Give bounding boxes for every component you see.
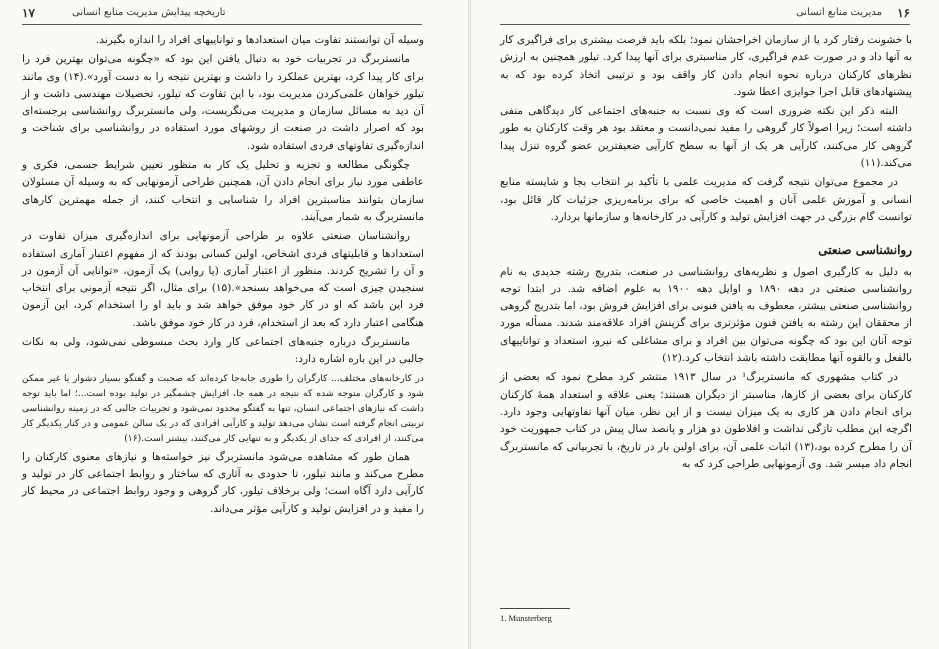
footnote bbox=[500, 608, 912, 623]
running-head-title: تاریخچه پیدایش مدیریت منابع انسانی bbox=[72, 7, 226, 18]
paragraph: در مجموع می‌توان نتیجه گرفت که مدیریت علمی با تأکید بر انتخاب بجا و شایسته منابع انسانی و آموزش علمی آنان و اهمیت خاصی که برای برنامه‌ریزی جزئیات کار قائل بود، توانست گام بزرگی در جهت افزایش تولید و کارآیی در کارخانه‌ها و سازمانها بردارد. bbox=[500, 176, 912, 223]
running-head-title: مدیریت منابع انسانی bbox=[795, 7, 882, 18]
page-body bbox=[500, 32, 912, 475]
paragraph: همان طور که مشاهده می‌شود مانستربرگ نیز خواسته‌ها و نیازهای معنوی کارکنان را مطرح می‌کند و مانند تیلور، تا حدودی به آثاری که ساختار و روابط اجتماعی کار در تولید و کارآیی دارد آگاه است؛ ولی برخلاف تیلور، کار گروهی و وجود روابط اجتماعی در محیط کار را مفید و در افزایش تولید و کارآیی مؤثر می‌داند. bbox=[22, 450, 424, 515]
paragraph: چگونگی مطالعه و تجزیه و تحلیل یک کار به منظور تعیین شرایط جسمی، فکری و عاطفی مورد نیاز برای انجام دادن آن، همچنین طراحی آزمونهایی که به وسیله آن مسئولان سازمان بتوانند مناسبترین افراد را شناسایی و انتخاب کنند، از جمله مهمترین کارهای مانستربرگ به شمار می‌آیند. bbox=[22, 159, 424, 223]
paragraph: در کتاب مشهوری که مانستربرگ¹ در سال ۱۹۱۳ منتشر کرد مطرح نمود که بعضی از کارکنان برای بعضی از کارها، مناسبتر از دیگران هستند؛ یعنی علاقه و استعداد همهٔ کارکنان برای انجام دادن هر کاری به یک میزان نیست و از این نظر، میان آنها تفاوتهایی وجود دارد. اگرچه این مطلب تازگی نداشت و افلاطون دو هزار و پانصد سال پیش در کتاب جمهوریت خود آن را مطرح کرده بود،(۱۳) اثبات علمی آن، برای اولین بار در تاریخ، با تجربیاتی که مانستربرگ انجام داد میسر شد. وی آزمونهایی طراحی کرد که به bbox=[500, 371, 912, 470]
paragraph: به دلیل به کارگیری اصول و نظریه‌های روانشناسی در صنعت، بتدریج رشته جدیدی به نام روانشناسی صنعتی در دهه ۱۸۹۰ و اوایل دهه ۱۹۰۰ به علوم اضافه شد. در ابتدا توجه روانشناسی صنعتی بیشتر، معطوف به یافتن فنونی برای افزایش فروش بود، اما بتدریج گروهی از محققان این رشته به یافتن فنون مؤثرتری برای گزینش افراد علاقه‌مند شدند. مسأله مورد توجه آنان این بود که چگونه می‌توان بین افراد و برای مشاغلی که نیرو، استعداد و تواناییهای بالفعل و بالقوه آنها مطابقت داشته باشد انتخاب کرد.(۱۲) bbox=[500, 265, 913, 365]
block-quote: در کارخانه‌های مختلف... کارگران را طوری جابه‌جا کرده‌اند که صحبت و گفتگو بسیار دشوار یا غیر ممکن شود و کارگران متوجه شده که نتیجه در همه جا، افزایش چشمگیر در تولید بوده است...؛ اما باید توجه داشت که نیازهای اجتماعی انسان، تنها به گفتگو محدود نمی‌شود و تجربیات جالبی که در زمینه روانشناسی تربیتی انجام گرفته است نشان می‌دهد تولید و کارآیی افرادی که در یک سالن عمومی و در کنار یکدیگر کار می‌کنند، از افرادی که جدای از یکدیگر و به تنهایی کار می‌کنند، بیشتر است.(۱۶) bbox=[22, 372, 424, 445]
page-number: ۱۶ bbox=[897, 6, 910, 20]
page-number: ۱۷ bbox=[22, 6, 35, 20]
paragraph: مانستربرگ درباره جنبه‌های اجتماعی کار وارد بحث مبسوطی نمی‌شود، ولی به نکات جالبی در این باره اشاره دارد: bbox=[22, 336, 424, 366]
footnote-text: 1. Munsterberg bbox=[500, 613, 552, 623]
running-head bbox=[22, 6, 422, 25]
paragraph: با خشونت رفتار کرد یا از سازمان اخراجشان نمود؛ بلکه باید فرصت بیشتری برای فراگیری کار به آنها داد و در صورت عدم فراگیری، کار مناسبتری برای آنها پیدا کرد. تیلور همچنین به ارزش نظرهای کارکنان درباره نحوه انجام دادن کار واقف بود و ترتیبی اتخاذ کرده بود که به پیشنهادهای قابل اجرا جوایزی اعطا شود. bbox=[500, 34, 912, 98]
section-heading: روانشناسی صنعتی bbox=[818, 243, 912, 258]
paragraph: مانستربرگ در تجربیات خود به دنبال یافتن این بود که «چگونه می‌توان بهترین فرد را برای کار پیدا کرد، بهترین عملکرد را داشت و بهترین نتیجه را به دست آورد».(۱۴) وی مانند تیلور خواهان علمی‌کردن مدیریت بود، با این تفاوت که تیلور، تحصیلات مهندسی داشت و از آن دید به مسائل سازمان و مدیریت می‌نگریست، ولی مانستربرگ روانشناسی برجسته‌ای بود که اصرار داشت در صنعت از روشهای مورد استفاده در روانشناسی برای شناخت و اندازه‌گیری تفاوتهای فردی استفاده شود. bbox=[22, 53, 425, 152]
paragraph: وسیله آن توانستند تفاوت میان استعدادها و تواناییهای افراد را اندازه بگیرند. bbox=[95, 34, 424, 46]
paragraph: روانشناسان صنعتی علاوه بر طراحی آزمونهایی برای اندازه‌گیری میزان تفاوت در استعدادها و قابلیتهای فردی اشخاص، اولین کسانی بودند که از مفهوم اعتبار آماری استفاده و آن را تشریح کردند. منظور از اعتبار آماری (یا روایی) یک آزمون، «توانایی آن آزمون در سنجیدن چیزی است که می‌خواهد بسنجد».(۱۵) برای مثال، اگر نتیجه آزمونی برای انتخاب فرد این باشد که او در کار خود موفق خواهد شد و باید او را استخدام کرد، این آزمون هنگامی اعتبار دارد که بعد از استخدام، فرد در کار خود موفق باشد. bbox=[22, 230, 424, 329]
page-body bbox=[22, 32, 424, 520]
running-head bbox=[500, 6, 910, 25]
footnote-rule bbox=[500, 608, 570, 609]
right-page bbox=[470, 0, 939, 649]
paragraph: البته ذکر این نکته ضروری است که وی نسبت به جنبه‌های اجتماعی کار دیدگاهی منفی داشته است؛ زیرا اصولاً کار گروهی را مفید نمی‌دانست و معتقد بود هر وقت کارکنان به طور گروهی کار می‌کنند، کارآیی هر یک از آنها به سطح کارآیی ضعیفترین عضو گروه تنزل پیدا می‌کند.(۱۱) bbox=[500, 105, 912, 170]
